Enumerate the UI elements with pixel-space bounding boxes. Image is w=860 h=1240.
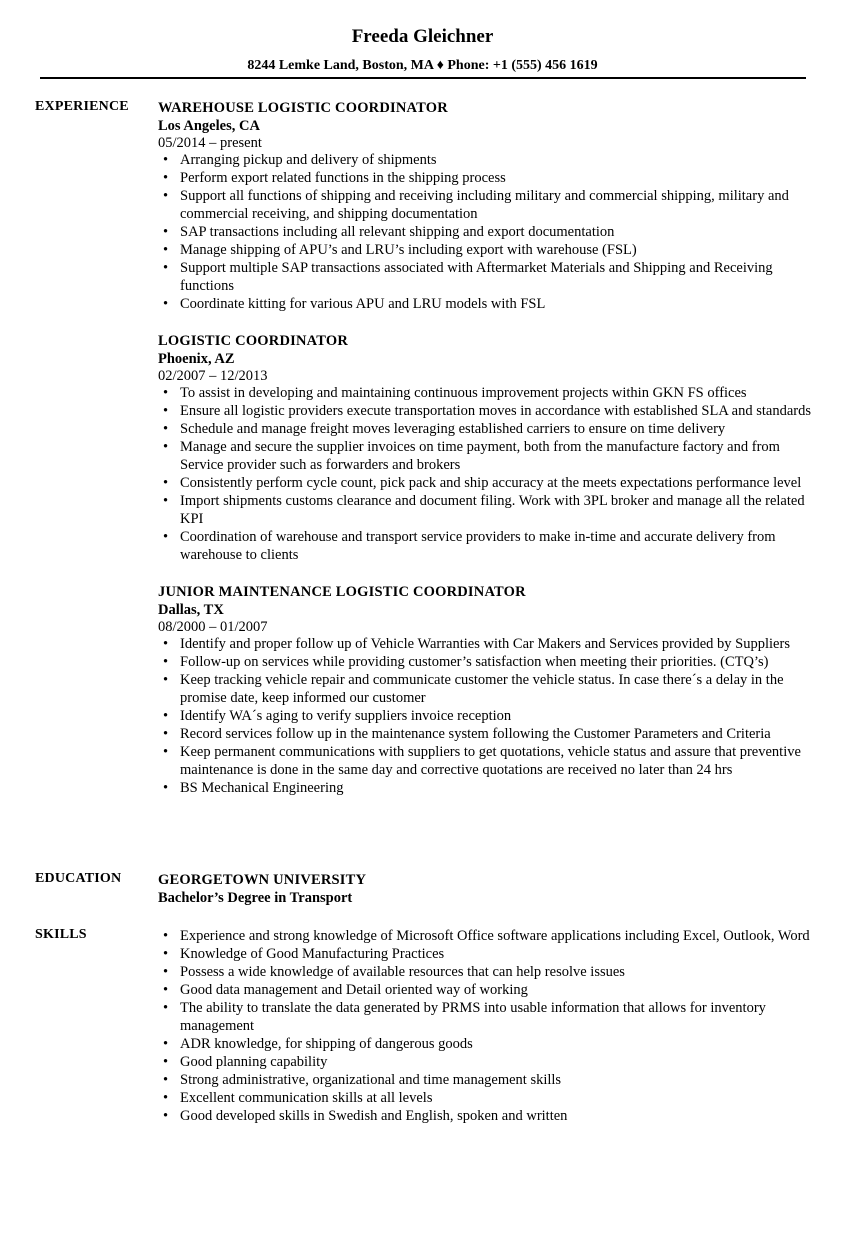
school-name: GEORGETOWN UNIVERSITY: [158, 872, 367, 888]
skill-item: • Knowledge of Good Manufacturing Practices: [158, 945, 818, 963]
bullet-item: • Keep tracking vehicle repair and communicate customer the vehicle status. In case there´s a delay in the promise date, keep informed our customer: [158, 671, 818, 707]
skill-item: • Excellent communication skills at all levels: [158, 1089, 818, 1107]
skill-item: • ADR knowledge, for shipping of dangerous goods: [158, 1035, 818, 1053]
bullet-item: • Coordination of warehouse and transport service providers to make in-time and accurate delivery from warehouse to clients: [158, 528, 818, 564]
bullet-item: • To assist in developing and maintaining continuous improvement projects within GKN FS offices: [158, 384, 818, 402]
job-title: LOGISTIC COORDINATOR: [158, 333, 348, 349]
bullet-item: • Schedule and manage freight moves leveraging established carriers to ensure on time delivery: [158, 420, 818, 438]
bullet-item: • Manage and secure the supplier invoices on time payment, both from the manufacture factory and from Service provider such as forwarders and brokers: [158, 438, 818, 474]
job-bullets: [158, 384, 818, 564]
skills-list: [158, 927, 818, 1125]
job-entry: [158, 583, 818, 797]
bullet-item: • Record services follow up in the maintenance system following the Customer Parameters and Criteria: [158, 725, 818, 743]
bullet-item: • Ensure all logistic providers execute transportation moves in accordance with established SLA and standards: [158, 402, 818, 420]
job-bullets: [158, 635, 818, 797]
contact-line: 8244 Lemke Land, Boston, MA ♦ Phone: +1 (555) 456 1619: [247, 58, 598, 73]
bullet-item: • Follow-up on services while providing customer’s satisfaction when meeting their priorities. (CTQ’s): [158, 653, 818, 671]
skills-bullets: [158, 927, 818, 1125]
skill-item: • The ability to translate the data generated by PRMS into usable information that allows for inventory management: [158, 999, 818, 1035]
skill-item: • Possess a wide knowledge of available resources that can help resolve issues: [158, 963, 818, 981]
job-bullets: [158, 151, 818, 313]
experience-list: [158, 99, 818, 816]
bullet-item: • BS Mechanical Engineering: [158, 779, 818, 797]
bullet-item: • Keep permanent communications with suppliers to get quotations, vehicle status and assure that preventive maintenance is done in the same day and corrective quotations are received no later than 24 hrs: [158, 743, 818, 779]
education-entry: [158, 871, 818, 907]
bullet-item: • Perform export related functions in the shipping process: [158, 169, 818, 187]
job-dates: 05/2014 – present: [158, 135, 262, 151]
bullet-item: • Consistently perform cycle count, pick pack and ship accuracy at the meets expectations performance level: [158, 474, 818, 492]
bullet-item: • Support multiple SAP transactions associated with Aftermarket Materials and Shipping and Receiving functions: [158, 259, 818, 295]
job-location: Phoenix, AZ: [158, 351, 235, 367]
section-label-experience: EXPERIENCE: [35, 99, 129, 114]
bullet-item: • Identify and proper follow up of Vehicle Warranties with Car Makers and Services provided by Suppliers: [158, 635, 818, 653]
job-title: JUNIOR MAINTENANCE LOGISTIC COORDINATOR: [158, 584, 526, 600]
bullet-item: • Coordinate kitting for various APU and LRU models with FSL: [158, 295, 818, 313]
bullet-item: • Arranging pickup and delivery of shipments: [158, 151, 818, 169]
bullet-item: • Manage shipping of APU’s and LRU’s including export with warehouse (FSL): [158, 241, 818, 259]
job-entry: [158, 99, 818, 313]
job-dates: 08/2000 – 01/2007: [158, 619, 268, 635]
skill-item: • Good planning capability: [158, 1053, 818, 1071]
degree-name: Bachelor’s Degree in Transport: [158, 890, 353, 906]
bullet-item: • SAP transactions including all relevant shipping and export documentation: [158, 223, 818, 241]
job-title: WAREHOUSE LOGISTIC COORDINATOR: [158, 100, 448, 116]
job-location: Dallas, TX: [158, 602, 224, 618]
skill-item: • Experience and strong knowledge of Microsoft Office software applications including Excel, Outlook, Word: [158, 927, 818, 945]
skill-item: • Good developed skills in Swedish and English, spoken and written: [158, 1107, 818, 1125]
job-location: Los Angeles, CA: [158, 118, 260, 134]
skill-item: • Good data management and Detail oriented way of working: [158, 981, 818, 999]
job-dates: 02/2007 – 12/2013: [158, 368, 268, 384]
skill-item: • Strong administrative, organizational and time management skills: [158, 1071, 818, 1089]
section-label-skills: SKILLS: [35, 927, 87, 942]
candidate-name: Freeda Gleichner: [351, 26, 494, 47]
bullet-item: • Support all functions of shipping and receiving including military and commercial shipping, military and commercial receiving, and shipping documentation: [158, 187, 818, 223]
section-label-education: EDUCATION: [35, 871, 122, 886]
bullet-item: • Identify WA´s aging to verify suppliers invoice reception: [158, 707, 818, 725]
resume-header: [0, 26, 845, 75]
header-divider: [40, 77, 806, 79]
job-entry: [158, 332, 818, 564]
bullet-item: • Import shipments customs clearance and document filing. Work with 3PL broker and manage all the related KPI: [158, 492, 818, 528]
